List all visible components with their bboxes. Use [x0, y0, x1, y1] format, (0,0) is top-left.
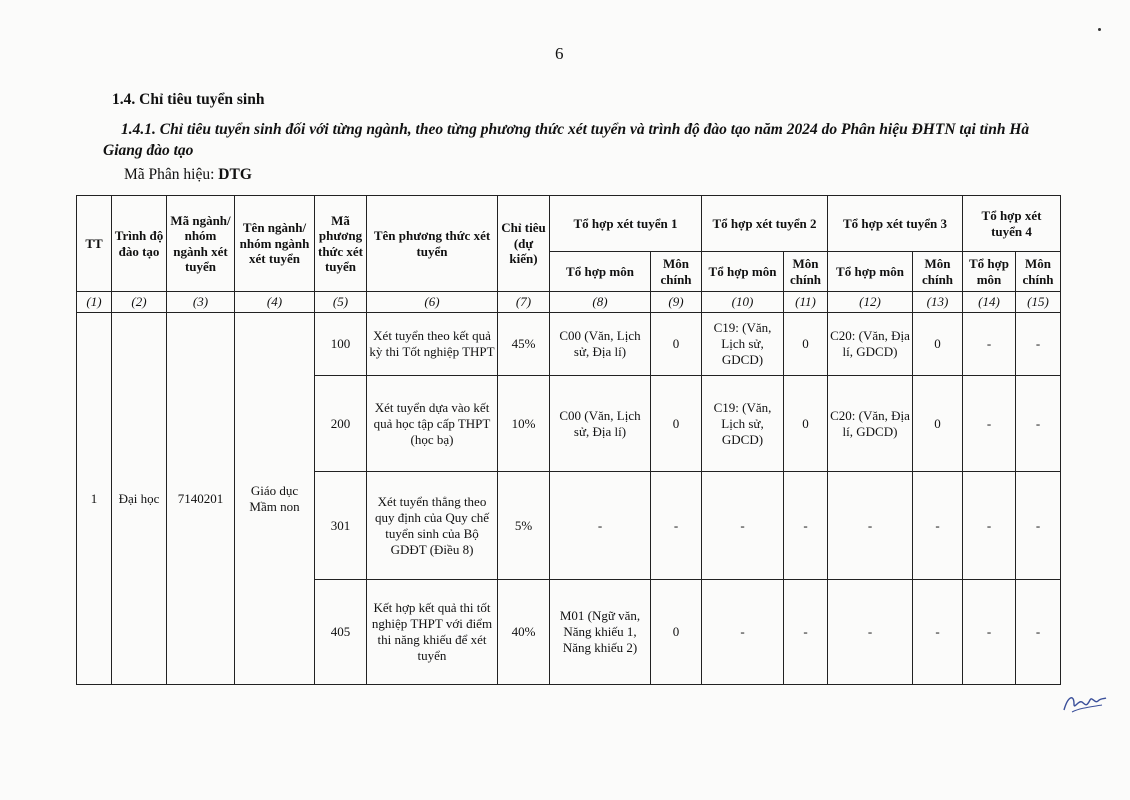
cell-main-2: - — [784, 472, 828, 580]
cell-combo-2: - — [702, 580, 784, 685]
cell-major-name: Giáo dục Mầm non — [235, 313, 315, 685]
cell-main-4: - — [1016, 313, 1061, 376]
cell-main-1: 0 — [651, 376, 702, 472]
campus-code-value: DTG — [218, 166, 252, 183]
cell-method-code: 200 — [315, 376, 367, 472]
cell-combo-4: - — [963, 472, 1016, 580]
header-group-3: Tổ hợp xét tuyển 3 — [828, 196, 963, 252]
column-number: (1) — [77, 292, 112, 313]
header-group-2: Tổ hợp xét tuyển 2 — [702, 196, 828, 252]
cell-main-3: - — [913, 472, 963, 580]
header-combo-1: Tổ hợp môn — [550, 252, 651, 292]
header-group-4: Tổ hợp xét tuyển 4 — [963, 196, 1061, 252]
cell-quota: 45% — [498, 313, 550, 376]
header-combo-4: Tổ hợp môn — [963, 252, 1016, 292]
cell-combo-3: C20: (Văn, Địa lí, GDCD) — [828, 313, 913, 376]
cell-method-name: Kết hợp kết quả thi tốt nghiệp THPT với điểm thi năng khiếu để xét tuyển — [367, 580, 498, 685]
cell-combo-1: - — [550, 472, 651, 580]
cell-combo-3: - — [828, 472, 913, 580]
header-main-2: Môn chính — [784, 252, 828, 292]
campus-code — [124, 166, 252, 184]
cell-quota: 10% — [498, 376, 550, 472]
column-number: (8) — [550, 292, 651, 313]
cell-combo-4: - — [963, 313, 1016, 376]
cell-main-3: 0 — [913, 376, 963, 472]
cell-main-4: - — [1016, 580, 1061, 685]
header-major-name: Tên ngành/ nhóm ngành xét tuyển — [235, 196, 315, 292]
cell-method-name: Xét tuyển thẳng theo quy định của Quy chế tuyển sinh của Bộ GDĐT (Điều 8) — [367, 472, 498, 580]
cell-main-2: 0 — [784, 313, 828, 376]
header-main-3: Môn chính — [913, 252, 963, 292]
cell-combo-1: M01 (Ngữ văn, Năng khiếu 1, Năng khiếu 2) — [550, 580, 651, 685]
header-method-code: Mã phương thức xét tuyển — [315, 196, 367, 292]
column-number: (7) — [498, 292, 550, 313]
cell-main-1: 0 — [651, 313, 702, 376]
cell-main-3: - — [913, 580, 963, 685]
cell-main-1: 0 — [651, 580, 702, 685]
cell-method-code: 405 — [315, 580, 367, 685]
cell-main-4: - — [1016, 472, 1061, 580]
page-number: 6 — [555, 44, 564, 63]
column-number: (2) — [112, 292, 167, 313]
cell-combo-2: C19: (Văn, Lịch sử, GDCD) — [702, 376, 784, 472]
header-combo-3: Tổ hợp môn — [828, 252, 913, 292]
header-method-name: Tên phương thức xét tuyển — [367, 196, 498, 292]
column-number: (14) — [963, 292, 1016, 313]
column-number: (6) — [367, 292, 498, 313]
header-quota: Chỉ tiêu (dự kiến) — [498, 196, 550, 292]
cell-method-code: 100 — [315, 313, 367, 376]
cell-combo-1: C00 (Văn, Lịch sử, Địa lí) — [550, 376, 651, 472]
header-main-1: Môn chính — [651, 252, 702, 292]
cell-combo-3: C20: (Văn, Địa lí, GDCD) — [828, 376, 913, 472]
handwritten-signature-icon — [1062, 690, 1108, 716]
cell-main-1: - — [651, 472, 702, 580]
column-number: (4) — [235, 292, 315, 313]
cell-major-code: 7140201 — [167, 313, 235, 685]
column-number: (9) — [651, 292, 702, 313]
cell-method-code: 301 — [315, 472, 367, 580]
cell-combo-2: - — [702, 472, 784, 580]
header-level: Trình độ đào tạo — [112, 196, 167, 292]
header-combo-2: Tổ hợp môn — [702, 252, 784, 292]
header-main-4: Môn chính — [1016, 252, 1061, 292]
cell-method-name: Xét tuyển dựa vào kết quả học tập cấp THPT (học bạ) — [367, 376, 498, 472]
subsection-heading: 1.4.1. Chỉ tiêu tuyển sinh đối với từng ngành, theo từng phương thức xét tuyển và trình độ đào tạo năm 2024 do Phân hiệu ĐHTN tại tỉnh Hà Giang đào tạo — [103, 121, 1030, 159]
header-major-code: Mã ngành/ nhóm ngành xét tuyển — [167, 196, 235, 292]
column-number: (11) — [784, 292, 828, 313]
cell-quota: 40% — [498, 580, 550, 685]
cell-combo-4: - — [963, 580, 1016, 685]
cell-combo-3: - — [828, 580, 913, 685]
column-number-row — [77, 292, 1061, 313]
header-group-1: Tổ hợp xét tuyển 1 — [550, 196, 702, 252]
cell-main-4: - — [1016, 376, 1061, 472]
cell-combo-1: C00 (Văn, Lịch sử, Địa lí) — [550, 313, 651, 376]
cell-tt: 1 — [77, 313, 112, 685]
column-number: (12) — [828, 292, 913, 313]
cell-method-name: Xét tuyển theo kết quả kỳ thi Tốt nghiệp THPT — [367, 313, 498, 376]
quota-table — [76, 195, 1061, 685]
column-number: (3) — [167, 292, 235, 313]
cell-level: Đại học — [112, 313, 167, 685]
section-heading: 1.4. Chỉ tiêu tuyển sinh — [112, 91, 265, 108]
cell-combo-4: - — [963, 376, 1016, 472]
scan-speck — [1098, 28, 1101, 31]
cell-main-2: - — [784, 580, 828, 685]
column-number: (13) — [913, 292, 963, 313]
column-number: (15) — [1016, 292, 1061, 313]
cell-combo-2: C19: (Văn, Lịch sử, GDCD) — [702, 313, 784, 376]
cell-main-3: 0 — [913, 313, 963, 376]
cell-main-2: 0 — [784, 376, 828, 472]
campus-code-label: Mã Phân hiệu: — [124, 166, 219, 183]
column-number: (5) — [315, 292, 367, 313]
header-tt: TT — [77, 196, 112, 292]
table-row — [77, 313, 1061, 376]
cell-quota: 5% — [498, 472, 550, 580]
column-number: (10) — [702, 292, 784, 313]
